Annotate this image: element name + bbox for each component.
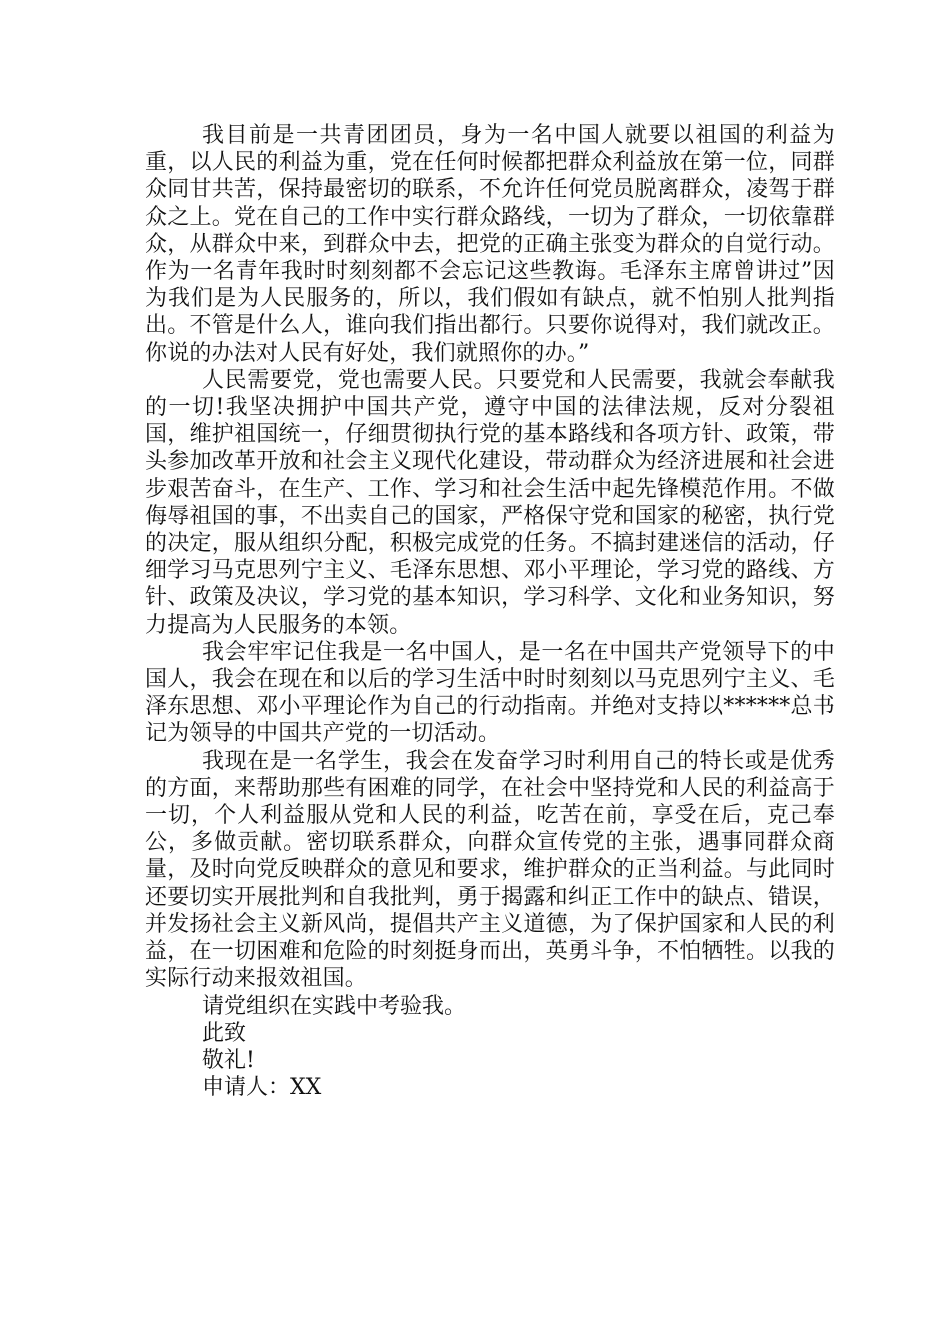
- paragraph-3: 我会牢牢记住我是一名中国人，是一名在中国共产党领导下的中国人，我会在现在和以后的学习生活中时时刻刻以马克思列宁主义、毛泽东思想、邓小平理论作为自己的行动指南。并绝对支持以******总书记为领导的中国共产党的一切活动。: [145, 639, 835, 747]
- closing-salutation: 此致: [202, 1020, 247, 1046]
- paragraph-1: 我目前是一共青团团员，身为一名中国人就要以祖国的利益为重，以人民的利益为重，党在任何时候都把群众利益放在第一位，同群众同甘共苦，保持最密切的联系，不允许任何党员脱离群众，凌驾于群众之上。党在自己的工作中实行群众路线，一切为了群众，一切依靠群众，从群众中来，到群众中去，把党的正确主张变为群众的自觉行动。作为一名青年我时时刻刻都不会忘记这些教诲。毛泽东主席曾讲过”因为我们是为人民服务的，所以，我们假如有缺点，就不怕别人批判指出。不管是什么人，谁向我们指出都行。只要你说得对，我们就改正。你说的办法对人民有好处，我们就照你的办。”: [145, 123, 835, 366]
- closing-request: 请党组织在实践中考验我。: [202, 993, 467, 1019]
- letter-body: [145, 122, 835, 1101]
- closing-regards: 敬礼!: [202, 1047, 255, 1073]
- paragraph-4: 我现在是一名学生，我会在发奋学习时利用自己的特长或是优秀的方面，来帮助那些有困难的同学，在社会中坚持党和人民的利益高于一切，个人利益服从党和人民的利益，吃苦在前，享受在后，克己奉公，多做贡献。密切联系群众，向群众宣传党的主张，遇事同群众商量，及时向党反映群众的意见和要求，维护群众的正当利益。与此同时还要切实开展批判和自我批判，勇于揭露和纠正工作中的缺点、错误，并发扬社会主义新风尚，提倡共产主义道德，为了保护国家和人民的利益，在一切困难和危险的时刻挺身而出，英勇斗争，不怕牺牲。以我的实际行动来报效祖国。: [145, 748, 835, 992]
- paragraph-2: 人民需要党，党也需要人民。只要党和人民需要，我就会奉献我的一切!我坚决拥护中国共产党，遵守中国的法律法规，反对分裂祖国，维护祖国统一，仔细贯彻执行党的基本路线和各项方针、政策，带头参加改革开放和社会主义现代化建设，带动群众为经济进展和社会进步艰苦奋斗，在生产、工作、学习和社会生活中起先锋模范作用。不做侮辱祖国的事，不出卖自己的国家，严格保守党和国家的秘密，执行党的决定，服从组织分配，积极完成党的任务。不搞封建迷信的活动，仔细学习马克思列宁主义、毛泽东思想、邓小平理论，学习党的路线、方针、政策及决议，学习党的基本知识，学习科学、文化和业务知识，努力提高为人民服务的本领。: [145, 367, 835, 638]
- signature: 申请人：XX: [202, 1075, 322, 1101]
